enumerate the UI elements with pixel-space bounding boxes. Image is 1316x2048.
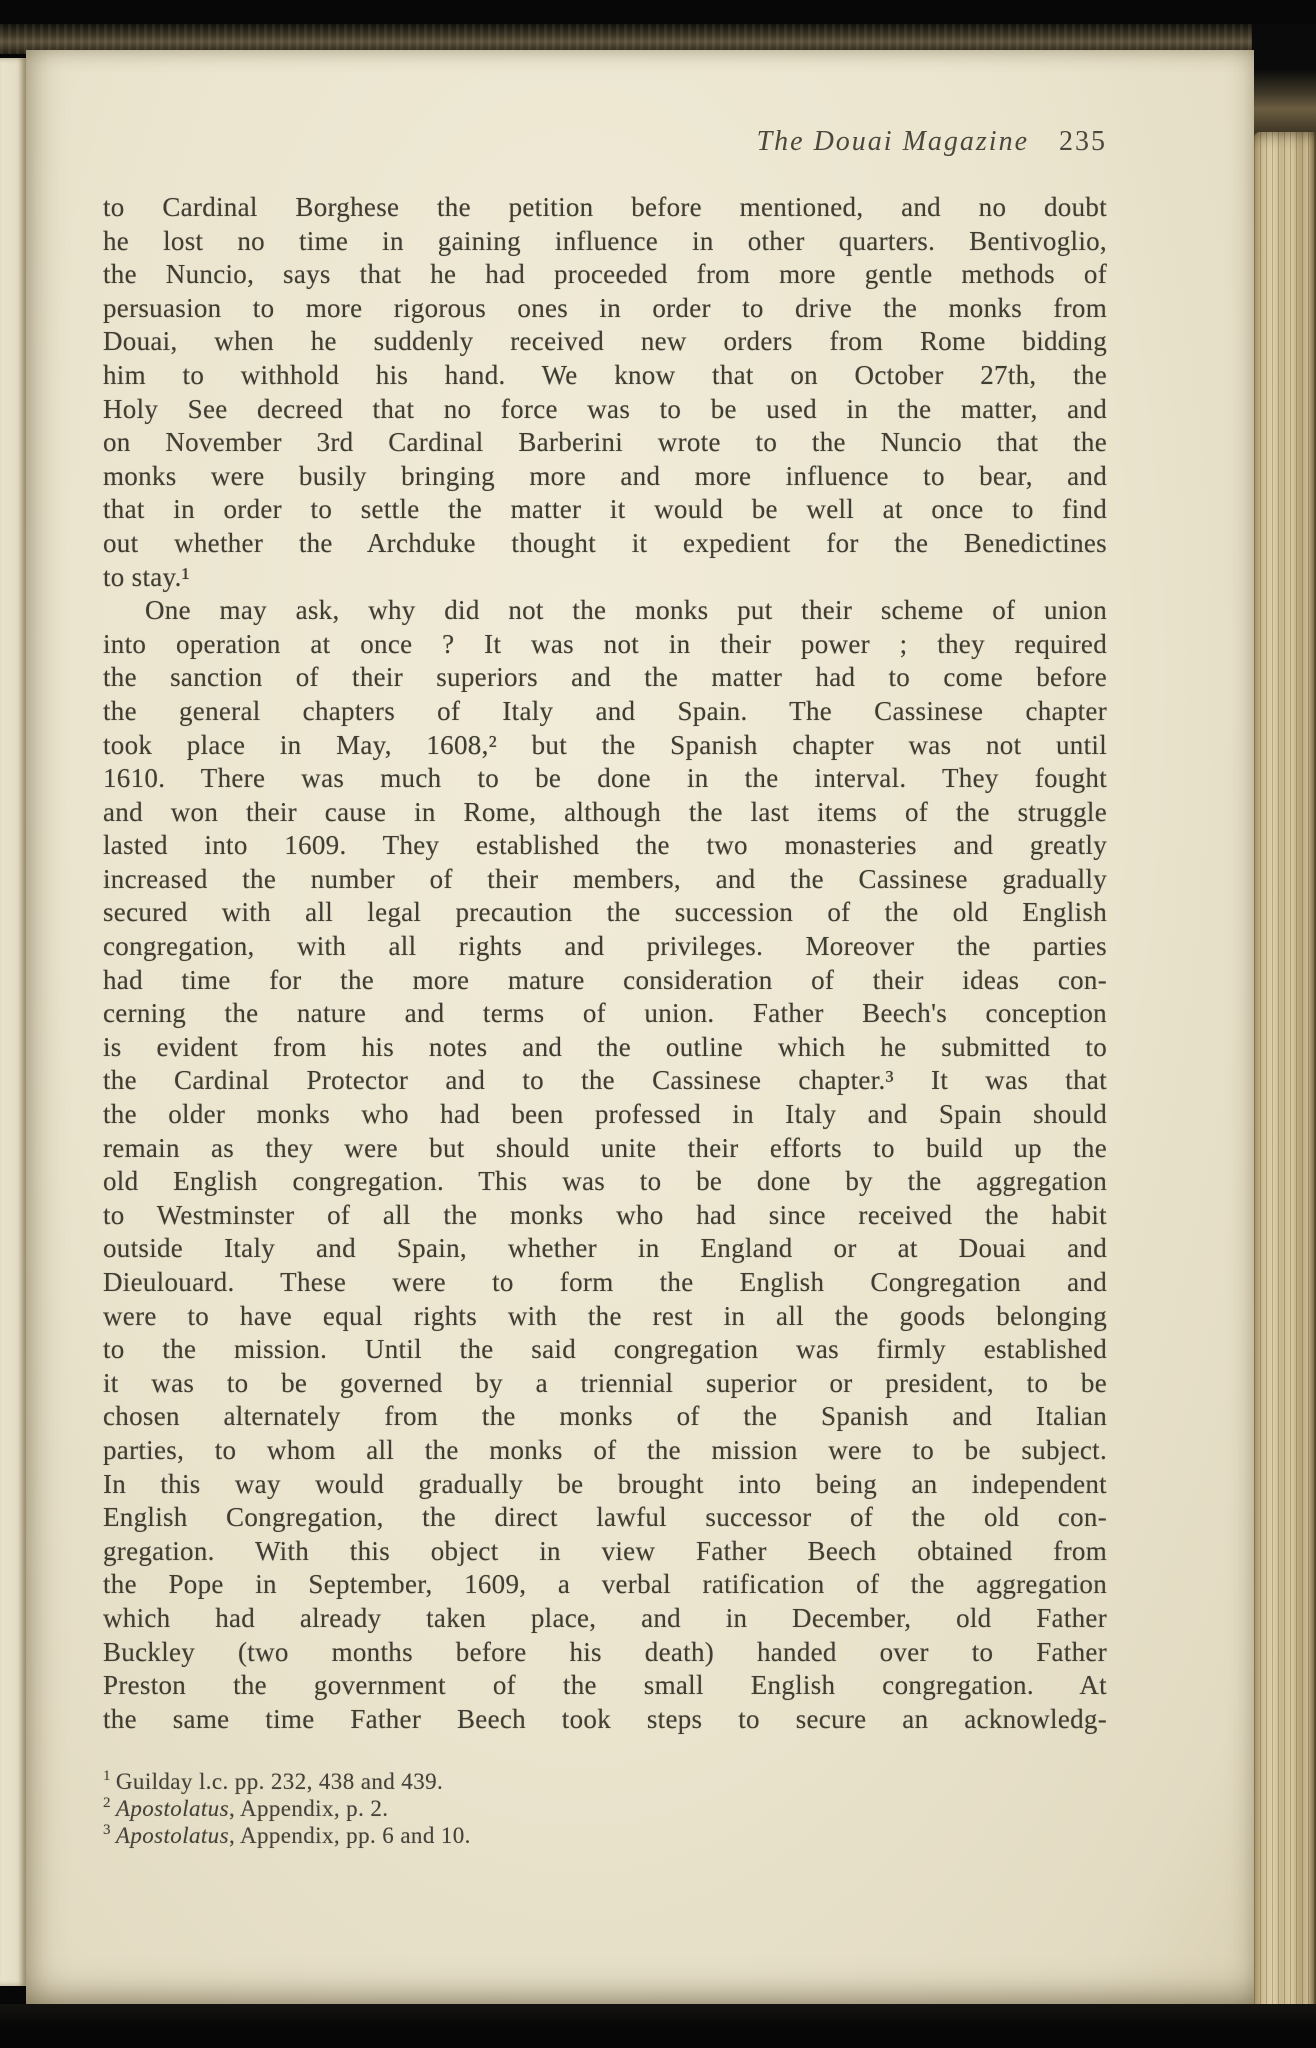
gutter-page-sliver — [0, 58, 26, 1986]
text-line: the Cardinal Protector and to the Cassinese chapter.³ It was that — [103, 1065, 1107, 1096]
text-line: he lost no time in gaining influence in other quarters. Bentivoglio, — [103, 225, 1107, 256]
text-line: Holy See decreed that no force was to be used in the matter, and — [103, 393, 1107, 424]
text-line: monks were busily bringing more and more influence to bear, and — [103, 460, 1107, 491]
text-line: that in order to settle the matter it would be well at once to find — [103, 494, 1107, 525]
text-line: the same time Father Beech took steps to secure an acknowledg- — [103, 1703, 1107, 1734]
body-text — [103, 191, 1107, 1736]
page — [26, 50, 1254, 2004]
fore-edge-pages — [1254, 132, 1316, 2004]
text-line: Preston the government of the small English congregation. At — [103, 1670, 1107, 1701]
text-line: In this way would gradually be brought into being an independent — [103, 1468, 1107, 1499]
text-line: is evident from his notes and the outline which he submitted to — [103, 1031, 1107, 1062]
text-line: English Congregation, the direct lawful successor of the old con- — [103, 1502, 1107, 1533]
text-line: lasted into 1609. They established the two monasteries and greatly — [103, 830, 1107, 861]
text-line: old English congregation. This was to be done by the aggregation — [103, 1166, 1107, 1197]
footnote: $^2$ Apostolatus, Appendix, p. 2. — [103, 1795, 389, 1821]
text-line: Dieulouard. These were to form the English Congregation and — [103, 1267, 1107, 1297]
text-line: to Westminster of all the monks who had since received the habit — [103, 1199, 1107, 1230]
footnote: $^1$ Guilday l.c. pp. 232, 438 and 439. — [103, 1768, 444, 1794]
text-line: One may ask, why did not the monks put their scheme of union — [145, 595, 1107, 626]
text-line: outside Italy and Spain, whether in England or at Douai and — [103, 1233, 1107, 1264]
text-line: on November 3rd Cardinal Barberini wrote to the Nuncio that the — [103, 427, 1107, 458]
text-line: cerning the nature and terms of union. Father Beech's conception — [103, 998, 1107, 1029]
text-line: the Nuncio, says that he had proceeded from more gentle methods of — [103, 259, 1107, 290]
footnote: $^3$ Apostolatus, Appendix, pp. 6 and 10. — [103, 1822, 471, 1848]
text-line: were to have equal rights with the rest in all the goods belonging — [103, 1300, 1107, 1331]
text-line: persuasion to more rigorous ones in order to drive the monks from — [103, 292, 1107, 323]
footnotes — [103, 1768, 1107, 1849]
text-line: 1610. There was much to be done in the interval. They fought — [103, 763, 1107, 794]
footnote-marker: 2 — [103, 1795, 111, 1812]
text-line: which had already taken place, and in December, old Father — [103, 1602, 1107, 1633]
text-line: to the mission. Until the said congregation was firmly established — [103, 1334, 1107, 1365]
footnote-marker: 1 — [103, 1768, 111, 1785]
text-line: chosen alternately from the monks of the Spanish and Italian — [103, 1401, 1107, 1432]
text-line: the older monks who had been professed in Italy and Spain should — [103, 1099, 1107, 1130]
footnote-marker: 3 — [103, 1822, 111, 1839]
book-cover-corner — [1252, 24, 1316, 142]
text-line: out whether the Archduke thought it expedient for the Benedictines — [103, 527, 1107, 558]
text-line: the Pope in September, 1609, a verbal ratification of the aggregation — [103, 1569, 1107, 1600]
text-line: it was to be governed by a triennial superior or president, to be — [103, 1367, 1107, 1398]
text-line: took place in May, 1608,² but the Spanish chapter was not until — [103, 729, 1107, 760]
text-line: increased the number of their members, and the Cassinese gradually — [103, 863, 1107, 894]
journal-title: The Douai Magazine — [756, 126, 1029, 157]
text-line: Buckley (two months before his death) handed over to Father — [103, 1636, 1107, 1667]
text-line: to stay.¹ — [103, 561, 191, 592]
text-line: the sanction of their superiors and the matter had to come before — [103, 662, 1107, 693]
text-line: the general chapters of Italy and Spain. The Cassinese chapter — [103, 695, 1107, 726]
text-line: remain as they were but should unite their efforts to build up the — [103, 1132, 1107, 1163]
page-header — [103, 126, 1107, 158]
page-number: 235 — [1059, 126, 1107, 157]
text-line: and won their cause in Rome, although the last items of the struggle — [103, 796, 1107, 827]
text-line: parties, to whom all the monks of the mission were to be subject. — [103, 1434, 1107, 1465]
text-line: to Cardinal Borghese the petition before mentioned, and no doubt — [103, 192, 1107, 222]
text-line: Douai, when he suddenly received new orders from Rome bidding — [103, 326, 1107, 357]
text-line: gregation. With this object in view Father Beech obtained from — [103, 1535, 1107, 1566]
text-line: congregation, with all rights and privileges. Moreover the parties — [103, 931, 1107, 962]
text-line: secured with all legal precaution the succession of the old English — [103, 897, 1107, 928]
text-line: him to withhold his hand. We know that on October 27th, the — [103, 359, 1107, 390]
text-line: into operation at once ? It was not in their power ; they required — [103, 628, 1107, 659]
text-line: had time for the more mature consideration of their ideas con- — [103, 964, 1107, 995]
bottom-shadow — [0, 2004, 1316, 2048]
